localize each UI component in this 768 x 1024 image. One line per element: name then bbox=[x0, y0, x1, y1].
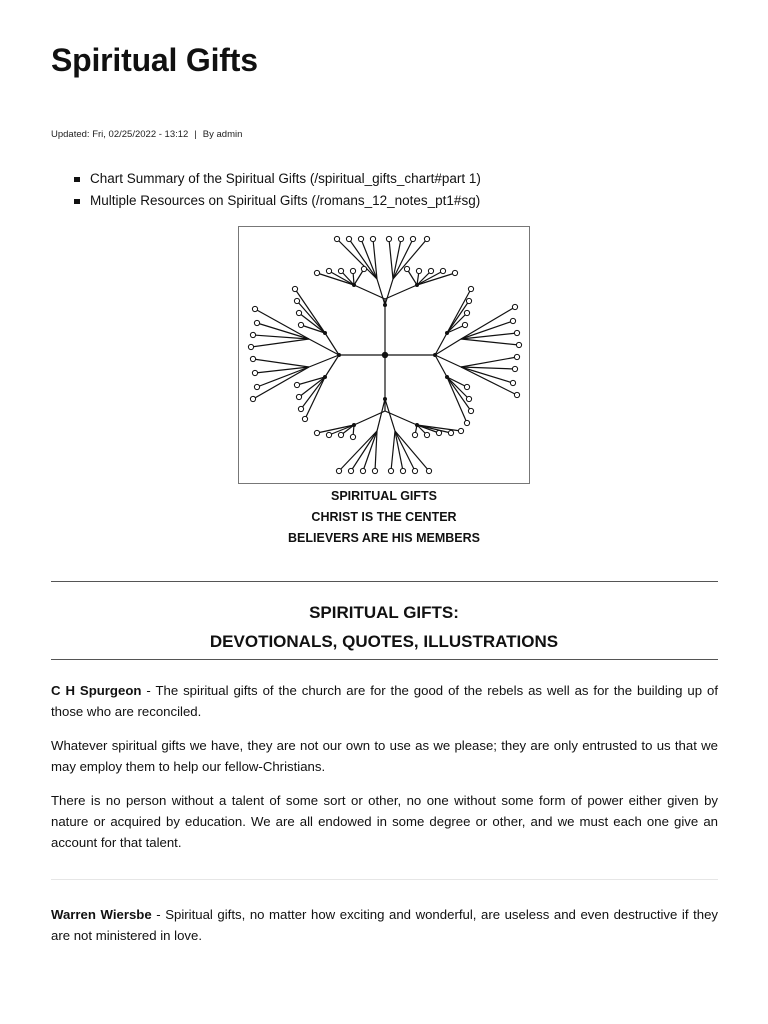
branch-line bbox=[354, 285, 385, 299]
quote-text: Whatever spiritual gifts we have, they are not our own to use as we please; they are only entrusted to us that we may employ them to help our fellow-Christians. bbox=[51, 738, 718, 774]
branch-node bbox=[352, 283, 356, 287]
branch-line bbox=[385, 279, 393, 305]
post-meta bbox=[51, 129, 242, 140]
leaf-circle bbox=[296, 394, 301, 399]
branch-line bbox=[377, 279, 385, 305]
twig-line bbox=[447, 377, 467, 423]
figure-caption bbox=[0, 486, 768, 549]
quote-paragraph bbox=[51, 680, 718, 722]
leaf-circle bbox=[516, 342, 521, 347]
leaf-circle bbox=[386, 236, 391, 241]
leaf-circle bbox=[514, 354, 519, 359]
leaf-circle bbox=[468, 286, 473, 291]
leaf-circle bbox=[410, 236, 415, 241]
leaf-circle bbox=[452, 270, 457, 275]
leaf-circle bbox=[296, 310, 301, 315]
leaf-circle bbox=[360, 468, 365, 473]
branch-node bbox=[415, 423, 419, 427]
leaf-circle bbox=[458, 428, 463, 433]
leaf-circle bbox=[424, 236, 429, 241]
quote-paragraph bbox=[51, 790, 718, 853]
leaf-circle bbox=[370, 236, 375, 241]
leaf-circle bbox=[510, 318, 515, 323]
leaf-circle bbox=[294, 298, 299, 303]
quote-author: Warren Wiersbe bbox=[51, 907, 152, 922]
leaf-circle bbox=[336, 468, 341, 473]
caption-line: CHRIST IS THE CENTER bbox=[311, 510, 457, 524]
leaf-circle bbox=[412, 468, 417, 473]
branch-node bbox=[383, 303, 387, 307]
spiritual-gifts-diagram bbox=[238, 226, 530, 484]
twig-line bbox=[461, 367, 517, 395]
leaf-circle bbox=[350, 434, 355, 439]
branch-node bbox=[445, 331, 449, 335]
leaf-circle bbox=[326, 268, 331, 273]
quote-text: There is no person without a talent of some sort or other, no one without some form of power either given by nature or acquired by education. We are all endowed in some degree or other, and we must each one give an account for that talent. bbox=[51, 793, 718, 850]
quote-text: - The spiritual gifts of the church are for the good of the rebels as well as for the building up of those who are reconciled. bbox=[51, 683, 718, 719]
leaf-circle bbox=[398, 236, 403, 241]
resource-links bbox=[74, 168, 481, 212]
leaf-circle bbox=[348, 468, 353, 473]
leaf-circle bbox=[338, 268, 343, 273]
quote-text: - Spiritual gifts, no matter how exciting and wonderful, are useless and even destructive if they are not ministered in love. bbox=[51, 907, 719, 943]
leaf-circle bbox=[416, 268, 421, 273]
leaf-circle bbox=[250, 396, 255, 401]
leaf-circle bbox=[254, 320, 259, 325]
leaf-circle bbox=[440, 268, 445, 273]
twig-line bbox=[461, 367, 515, 369]
leaf-circle bbox=[512, 304, 517, 309]
quote-author: C H Spurgeon bbox=[51, 683, 142, 698]
gifts-tree-illustration bbox=[239, 227, 529, 483]
twig-line bbox=[305, 377, 325, 419]
updated-date: Updated: Fri, 02/25/2022 - 13:12 bbox=[51, 129, 189, 140]
leaf-circle bbox=[298, 406, 303, 411]
center-node bbox=[382, 352, 388, 358]
twig-line bbox=[253, 359, 309, 367]
section-divider bbox=[51, 659, 718, 660]
leaf-circle bbox=[464, 420, 469, 425]
leaf-circle bbox=[428, 268, 433, 273]
leaf-circle bbox=[350, 268, 355, 273]
leaf-circle bbox=[302, 416, 307, 421]
page-title: Spiritual Gifts bbox=[51, 42, 258, 78]
branch-node bbox=[433, 353, 437, 357]
leaf-circle bbox=[400, 468, 405, 473]
leaf-circle bbox=[466, 396, 471, 401]
meta-separator: | bbox=[194, 129, 197, 140]
caption-line: BELIEVERS ARE HIS MEMBERS bbox=[288, 531, 480, 545]
leaf-circle bbox=[298, 322, 303, 327]
leaf-circle bbox=[252, 306, 257, 311]
leaf-circle bbox=[448, 430, 453, 435]
twig-line bbox=[461, 357, 517, 367]
branch-node bbox=[415, 283, 419, 287]
leaf-circle bbox=[372, 468, 377, 473]
section-heading-line: DEVOTIONALS, QUOTES, ILLUSTRATIONS bbox=[209, 632, 559, 651]
leaf-circle bbox=[404, 266, 409, 271]
leaf-circle bbox=[314, 270, 319, 275]
quote-divider bbox=[51, 879, 718, 880]
leaf-circle bbox=[464, 310, 469, 315]
leaf-circle bbox=[388, 468, 393, 473]
leaf-circle bbox=[346, 236, 351, 241]
leaf-circle bbox=[361, 266, 366, 271]
branch-line bbox=[385, 285, 417, 299]
leaf-circle bbox=[358, 236, 363, 241]
branch-line bbox=[377, 399, 385, 431]
list-item bbox=[74, 190, 481, 212]
caption-line: SPIRITUAL GIFTS bbox=[330, 489, 438, 503]
section-divider bbox=[51, 581, 718, 582]
leaf-circle bbox=[426, 468, 431, 473]
leaf-circle bbox=[514, 330, 519, 335]
twig-line bbox=[461, 339, 519, 345]
leaf-circle bbox=[252, 370, 257, 375]
leaf-circle bbox=[514, 392, 519, 397]
twig-line bbox=[297, 377, 325, 385]
branch-node bbox=[445, 375, 449, 379]
resources-link[interactable]: Multiple Resources on Spiritual Gifts (/romans_12_notes_pt1#sg) bbox=[90, 193, 481, 208]
section-heading bbox=[0, 598, 768, 656]
chart-summary-link[interactable]: Chart Summary of the Spiritual Gifts (/spiritual_gifts_chart#part 1) bbox=[90, 171, 481, 186]
branch-node bbox=[352, 423, 356, 427]
leaf-circle bbox=[314, 430, 319, 435]
leaf-circle bbox=[464, 384, 469, 389]
leaf-circle bbox=[294, 382, 299, 387]
quote-paragraph bbox=[51, 735, 718, 777]
author-link[interactable]: By admin bbox=[202, 129, 243, 140]
leaf-circle bbox=[248, 344, 253, 349]
leaf-circle bbox=[424, 432, 429, 437]
branch-node bbox=[323, 331, 327, 335]
leaf-circle bbox=[338, 432, 343, 437]
branch-node bbox=[337, 353, 341, 357]
section-heading-line: SPIRITUAL GIFTS: bbox=[309, 603, 459, 622]
twig-line bbox=[395, 431, 403, 471]
branch-node bbox=[323, 375, 327, 379]
leaf-circle bbox=[412, 432, 417, 437]
leaf-circle bbox=[510, 380, 515, 385]
branch-node bbox=[383, 397, 387, 401]
twig-line bbox=[251, 339, 309, 347]
leaf-circle bbox=[250, 356, 255, 361]
twig-line bbox=[339, 431, 377, 471]
twig-line bbox=[389, 239, 393, 279]
leaf-circle bbox=[292, 286, 297, 291]
twig-line bbox=[393, 239, 401, 279]
quote-paragraph bbox=[51, 904, 718, 946]
leaf-circle bbox=[334, 236, 339, 241]
leaf-circle bbox=[250, 332, 255, 337]
leaf-circle bbox=[466, 298, 471, 303]
leaf-circle bbox=[254, 384, 259, 389]
leaf-circle bbox=[326, 432, 331, 437]
leaf-circle bbox=[468, 408, 473, 413]
list-item bbox=[74, 168, 481, 190]
leaf-circle bbox=[512, 366, 517, 371]
leaf-circle bbox=[462, 322, 467, 327]
twig-line bbox=[391, 431, 395, 471]
